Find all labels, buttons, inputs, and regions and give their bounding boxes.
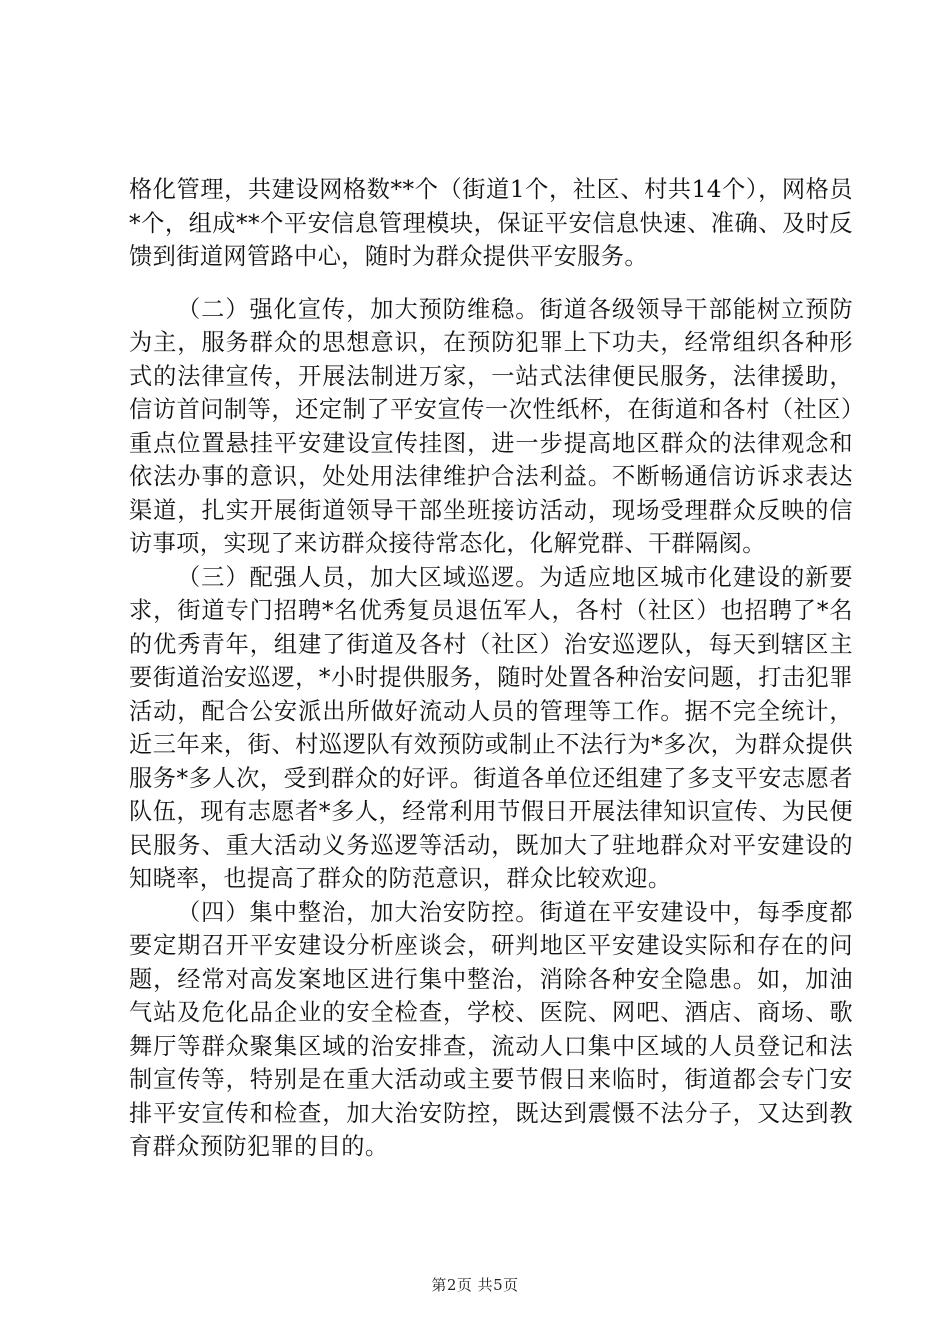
page-number-footer: 第2页 共5页 <box>431 1276 519 1294</box>
document-body <box>129 173 853 1164</box>
paragraph-section-3: （三）配强人员，加大区域巡逻。为适应地区城市化建设的新要求，街道专门招聘*名优秀复员退伍军人，各村（社区）也招聘了*名的优秀青年，组建了街道及各村（社区）治安巡逻队，每天到辖区主要街道治安巡逻，*小时提供服务，随时处置各种治安问题，打击犯罪活动，配合公安派出所做好流动人员的管理等工作。据不完全统计，近三年来，街、村巡逻队有效预防或制止不法行为*多次，为群众提供服务*多人次，受到群众的好评。街道各单位还组建了多支平安志愿者队伍，现有志愿者*多人，经常利用节假日开展法律知识宣传、为民便民服务、重大活动义务巡逻等活动，既加大了驻地群众对平安建设的知晓率，也提高了群众的防范意识，群众比较欢迎。 <box>129 563 853 892</box>
paragraph-section-4: （四）集中整治，加大治安防控。街道在平安建设中，每季度都要定期召开平安建设分析座谈会，研判地区平安建设实际和存在的问题，经常对高发案地区进行集中整治，消除各种安全隐患。如，加油气站及危化品企业的安全检查，学校、医院、网吧、酒店、商场、歌舞厅等群众聚集区域的治安排查，流动人口集中区域的人员登记和法制宣传等，特别是在重大活动或主要节假日来临时，街道都会专门安排平安宣传和检查，加大治安防控，既达到震慑不法分子，又达到教育群众预防犯罪的目的。 <box>129 898 853 1160</box>
paragraph-continuation: 格化管理，共建设网格数**个（街道1个，社区、村共14个），网格员*个，组成**个平安信息管理模块，保证平安信息快速、准确、及时反馈到街道网管路中心，随时为群众提供平安服务。 <box>129 176 853 270</box>
paragraph-section-2: （二）强化宣传，加大预防维稳。街道各级领导干部能树立预防为主，服务群众的思想意识，在预防犯罪上下功夫，经常组织各种形式的法律宣传，开展法制进万家，一站式法律便民服务，法律援助，信访首问制等，还定制了平安宣传一次性纸杯，在街道和各村（社区）重点位置悬挂平安建设宣传挂图，进一步提高地区群众的法律观念和依法办事的意识，处处用法律维护合法利益。不断畅通信访诉求表达渠道，扎实开展街道领导干部坐班接访活动，现场受理群众反映的信访事项，实现了来访群众接待常态化，化解党群、干群隔阂。 <box>129 295 853 557</box>
paragraph-gap <box>129 274 853 293</box>
